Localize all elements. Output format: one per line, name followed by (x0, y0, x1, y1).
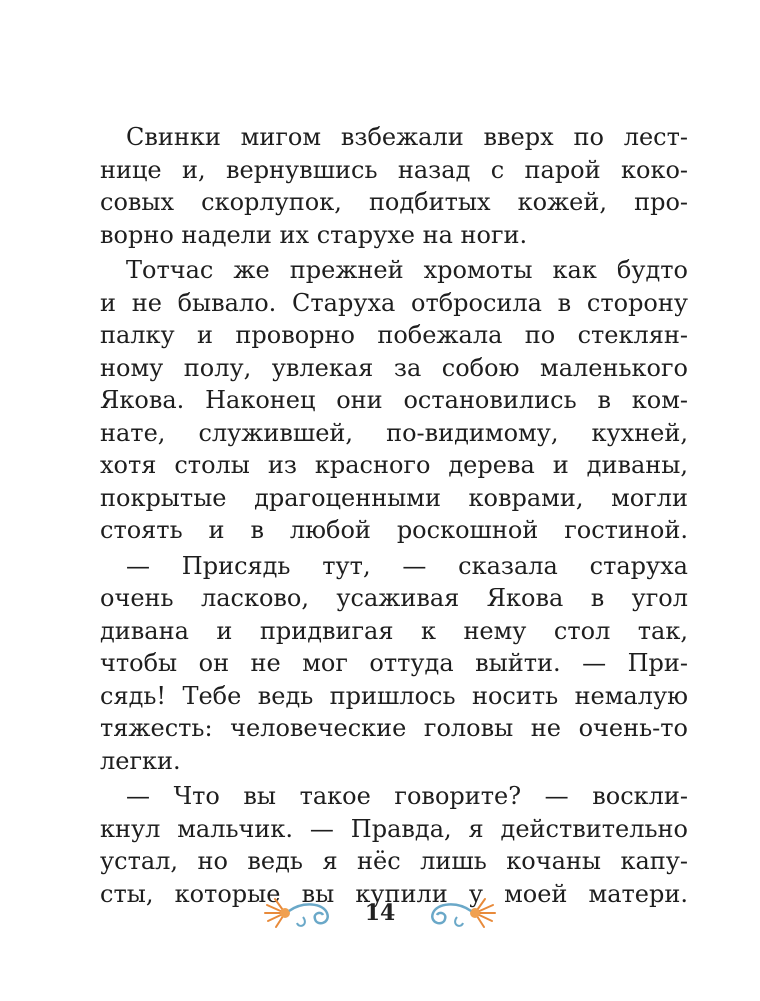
text-line: дивана и придвигая к нему стол так, (100, 616, 688, 645)
text-line: Свинки мигом взбежали вверх по лест- (126, 123, 688, 151)
text-line: сты, которые вы купили у моей матери. (100, 879, 688, 908)
text-line: — Что вы такое говорите? — воскли- (126, 782, 688, 810)
paragraph (100, 550, 688, 778)
text-line: чтобы он не мог оттуда выйти. — При- (100, 649, 688, 677)
text-line: стоять и в любой роскошной гостиной. (100, 516, 688, 544)
text-line: тяжесть: человеческие головы не очень-то (100, 714, 688, 742)
page-number: 14 (364, 900, 396, 926)
text-line: очень ласково, усаживая Якова в угол (100, 584, 688, 612)
paragraph (100, 254, 688, 547)
text-line: нице и, вернувшись назад с парой коко- (100, 155, 688, 184)
text-line: и не бывало. Старуха отбросила в сторону (100, 288, 688, 317)
right-ornament-icon (417, 895, 497, 931)
text-line: ному полу, увлекая за собою маленького (100, 353, 688, 382)
body-text (100, 121, 688, 913)
text-line: ворно надели их старухе на ноги. (100, 220, 528, 249)
paragraph (100, 121, 688, 251)
text-line: Якова. Наконец они остановились в ком- (100, 386, 688, 414)
text-line: сядь! Тебе ведь пришлось носить немалую (100, 681, 688, 710)
text-line: Тотчас же прежней хромоты как будто (126, 256, 688, 284)
text-line: — Присядь тут, — сказала старуха (126, 551, 688, 580)
text-line: нате, служившей, по-видимому, кухней, (100, 418, 688, 447)
text-line: устал, но ведь я нёс лишь кочаны капу- (100, 847, 688, 875)
paragraph (100, 780, 688, 910)
text-line: кнул мальчик. — Правда, я действительно (100, 814, 688, 843)
text-line: совых скорлупок, подбитых кожей, про- (100, 188, 688, 216)
text-line: палку и проворно побежала по стеклян- (100, 321, 688, 349)
page-footer (0, 893, 760, 933)
text-line: легки. (100, 746, 181, 775)
text-line: хотя столы из красного дерева и диваны, (100, 451, 688, 479)
text-line: покрытые драгоценными коврами, могли (100, 483, 688, 512)
left-ornament-icon (263, 895, 343, 931)
